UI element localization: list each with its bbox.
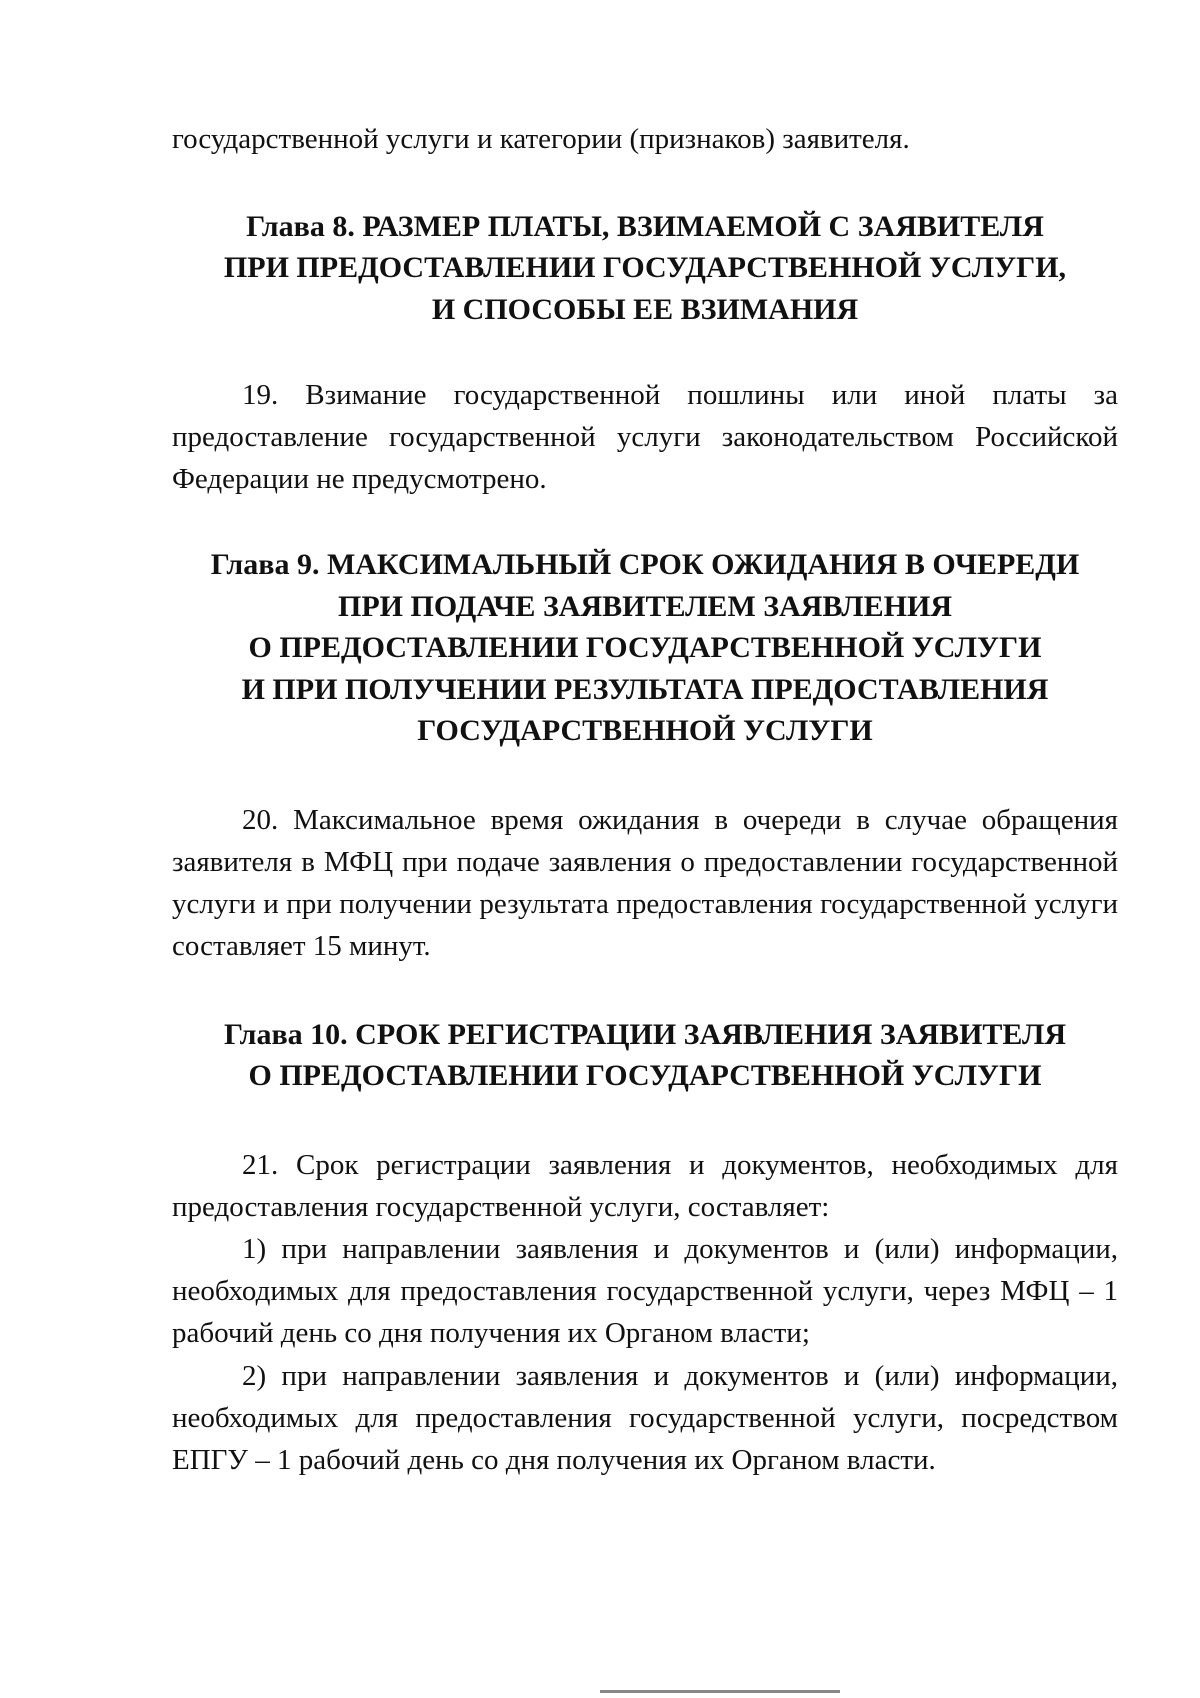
continuation-text: государственной услуги и категории (признаков) заявителя. bbox=[172, 123, 910, 155]
chapter-8-heading bbox=[172, 206, 1118, 330]
chapter-8-heading-line: Глава 8. РАЗМЕР ПЛАТЫ, ВЗИМАЕМОЙ С ЗАЯВИТЕЛЯ bbox=[246, 210, 1044, 244]
chapter-9-heading-line: И ПРИ ПОЛУЧЕНИИ РЕЗУЛЬТАТА ПРЕДОСТАВЛЕНИЯ bbox=[241, 672, 1049, 706]
document-body bbox=[172, 118, 1118, 1481]
chapter-9-heading-line: О ПРЕДОСТАВЛЕНИИ ГОСУДАРСТВЕННОЙ УСЛУГИ bbox=[248, 631, 1042, 665]
chapter-10-heading bbox=[172, 1014, 1118, 1097]
paragraph-21-item: 1) при направлении заявления и документов и (или) информации, необходимых для предоставления государственной услуги, через МФЦ – 1 рабочий день со дня получения их Органом власти; bbox=[172, 1233, 1118, 1350]
chapter-10-heading-line: Глава 10. СРОК РЕГИСТРАЦИИ ЗАЯВЛЕНИЯ ЗАЯВИТЕЛЯ bbox=[223, 1017, 1067, 1051]
scan-edge-mark bbox=[600, 1690, 840, 1693]
paragraph-21-item: 2) при направлении заявления и документов и (или) информации, необходимых для предоставления государственной услуги, посредством ЕПГУ – 1 рабочий день со дня получения их Органом власти. bbox=[172, 1359, 1118, 1476]
chapter-10-heading-line: О ПРЕДОСТАВЛЕНИИ ГОСУДАРСТВЕННОЙ УСЛУГИ bbox=[248, 1058, 1042, 1092]
chapter-9-heading-line: ГОСУДАРСТВЕННОЙ УСЛУГИ bbox=[417, 713, 873, 747]
chapter-9-heading bbox=[172, 544, 1118, 751]
chapter-8-heading-line: И СПОСОБЫ ЕЕ ВЗИМАНИЯ bbox=[431, 292, 859, 326]
chapter-8-heading-line: ПРИ ПРЕДОСТАВЛЕНИИ ГОСУДАРСТВЕННОЙ УСЛУГИ, bbox=[223, 251, 1067, 285]
paragraph-21: 21. Срок регистрации заявления и документов, необходимых для предоставления государственной услуги, составляет: bbox=[172, 1149, 1118, 1224]
chapter-9-heading-line: ПРИ ПОДАЧЕ ЗАЯВИТЕЛЕМ ЗАЯВЛЕНИЯ bbox=[338, 589, 952, 623]
paragraph-19: 19. Взимание государственной пошлины или иной платы за предоставление государственной услуги законодательством Российской Федерации не предусмотрено. bbox=[172, 379, 1118, 496]
paragraph-20: 20. Максимальное время ожидания в очереди в случае обращения заявителя в МФЦ при подаче заявления о предоставлении государственной услуги и при получении результата предоставления государственной услуги составляет 15 минут. bbox=[172, 804, 1118, 963]
chapter-9-heading-line: Глава 9. МАКСИМАЛЬНЫЙ СРОК ОЖИДАНИЯ В ОЧЕРЕДИ bbox=[210, 548, 1080, 582]
